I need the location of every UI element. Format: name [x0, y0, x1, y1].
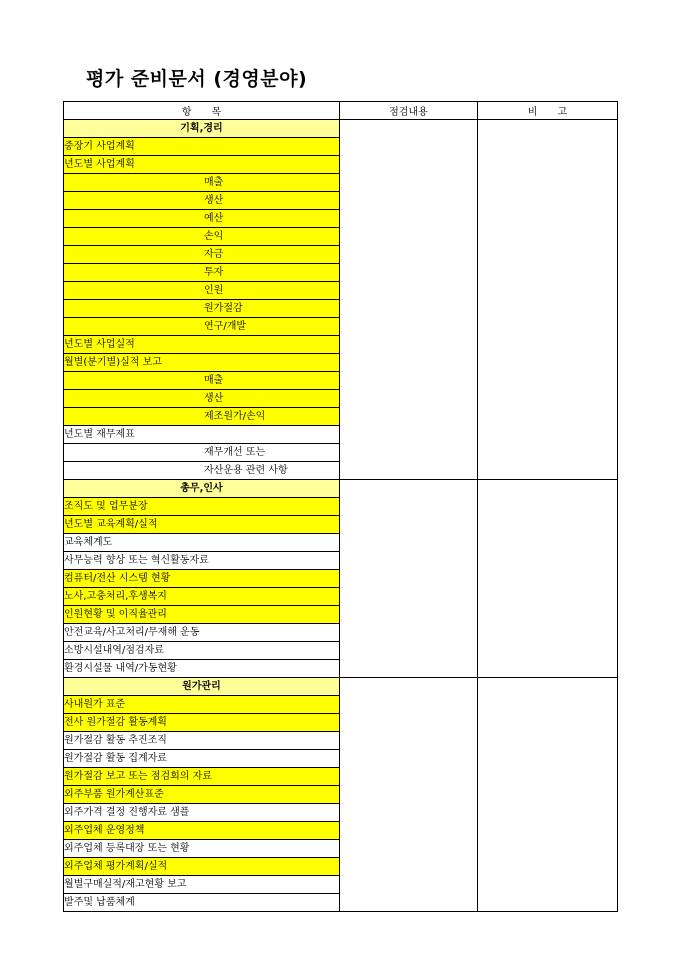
page-title: 평가 준비문서 (경영분야): [86, 68, 308, 90]
item-label: 노사,고충처리,후생복지: [64, 587, 340, 605]
header-remarks: 비 고: [478, 102, 618, 120]
item-label: 환경시설물 내역/가동현황: [64, 659, 340, 677]
section-title: 총무,인사: [64, 479, 340, 497]
item-label: 손익: [64, 227, 340, 245]
remarks-cell[interactable]: [478, 479, 618, 677]
item-label: 인원: [64, 281, 340, 299]
item-label: 외주업체 운영정책: [64, 821, 340, 839]
item-label: 사무능력 향상 또는 혁신활동자료: [64, 551, 340, 569]
item-label: 연구/개발: [64, 317, 340, 335]
header-item: 항 목: [64, 102, 340, 120]
item-label: 제조원가/손익: [64, 407, 340, 425]
section-title: 원가관리: [64, 677, 340, 695]
item-label: 외주부품 원가계산표준: [64, 785, 340, 803]
item-label: 년도별 사업계획: [64, 155, 340, 173]
item-label: 원가절감: [64, 299, 340, 317]
table-body: [64, 119, 618, 911]
remarks-cell[interactable]: [478, 119, 618, 479]
header-check-content: 점검내용: [340, 102, 478, 120]
item-label: 월별구매실적/재고현황 보고: [64, 875, 340, 893]
item-label: 외주업체 등록대장 또는 현황: [64, 839, 340, 857]
item-label: 소방시설내역/점검자료: [64, 641, 340, 659]
item-label: 매출: [64, 371, 340, 389]
item-label: 월별(분기별)실적 보고: [64, 353, 340, 371]
section-header-row: [64, 479, 618, 497]
table-header-row: [64, 102, 618, 120]
item-label: 투자: [64, 263, 340, 281]
item-label: 자금: [64, 245, 340, 263]
remarks-cell[interactable]: [478, 677, 618, 911]
item-label: 생산: [64, 389, 340, 407]
evaluation-table: [63, 101, 618, 912]
item-label: 조직도 및 업무분장: [64, 497, 340, 515]
section-header-row: [64, 119, 618, 137]
item-label: 년도별 교육계획/실적: [64, 515, 340, 533]
check-content-cell[interactable]: [340, 677, 478, 911]
item-label: 외주업체 평가계획/실적: [64, 857, 340, 875]
item-label: 교육체계도: [64, 533, 340, 551]
item-label: 외주가격 결정 진행자료 샘플: [64, 803, 340, 821]
item-label: 원가절감 활동 추진조직: [64, 731, 340, 749]
item-label: 안전교육/사고처리/무재해 운동: [64, 623, 340, 641]
section-title: 기획,경리: [64, 119, 340, 137]
item-label: 전사 원가절감 활동계획: [64, 713, 340, 731]
item-label: 자산운용 관련 사항: [64, 461, 340, 479]
item-label: 원가절감 활동 집계자료: [64, 749, 340, 767]
item-label: 예산: [64, 209, 340, 227]
item-label: 원가절감 보고 또는 점검회의 자료: [64, 767, 340, 785]
item-label: 년도별 사업실적: [64, 335, 340, 353]
item-label: 발주및 납품체계: [64, 893, 340, 911]
item-label: 생산: [64, 191, 340, 209]
item-label: 인원현황 및 이직율관리: [64, 605, 340, 623]
item-label: 년도별 재무제표: [64, 425, 340, 443]
check-content-cell[interactable]: [340, 479, 478, 677]
item-label: 컴퓨터/전산 시스템 현황: [64, 569, 340, 587]
item-label: 사내원가 표준: [64, 695, 340, 713]
check-content-cell[interactable]: [340, 119, 478, 479]
item-label: 매출: [64, 173, 340, 191]
item-label: 재무개선 또는: [64, 443, 340, 461]
item-label: 중장기 사업계획: [64, 137, 340, 155]
section-header-row: [64, 677, 618, 695]
